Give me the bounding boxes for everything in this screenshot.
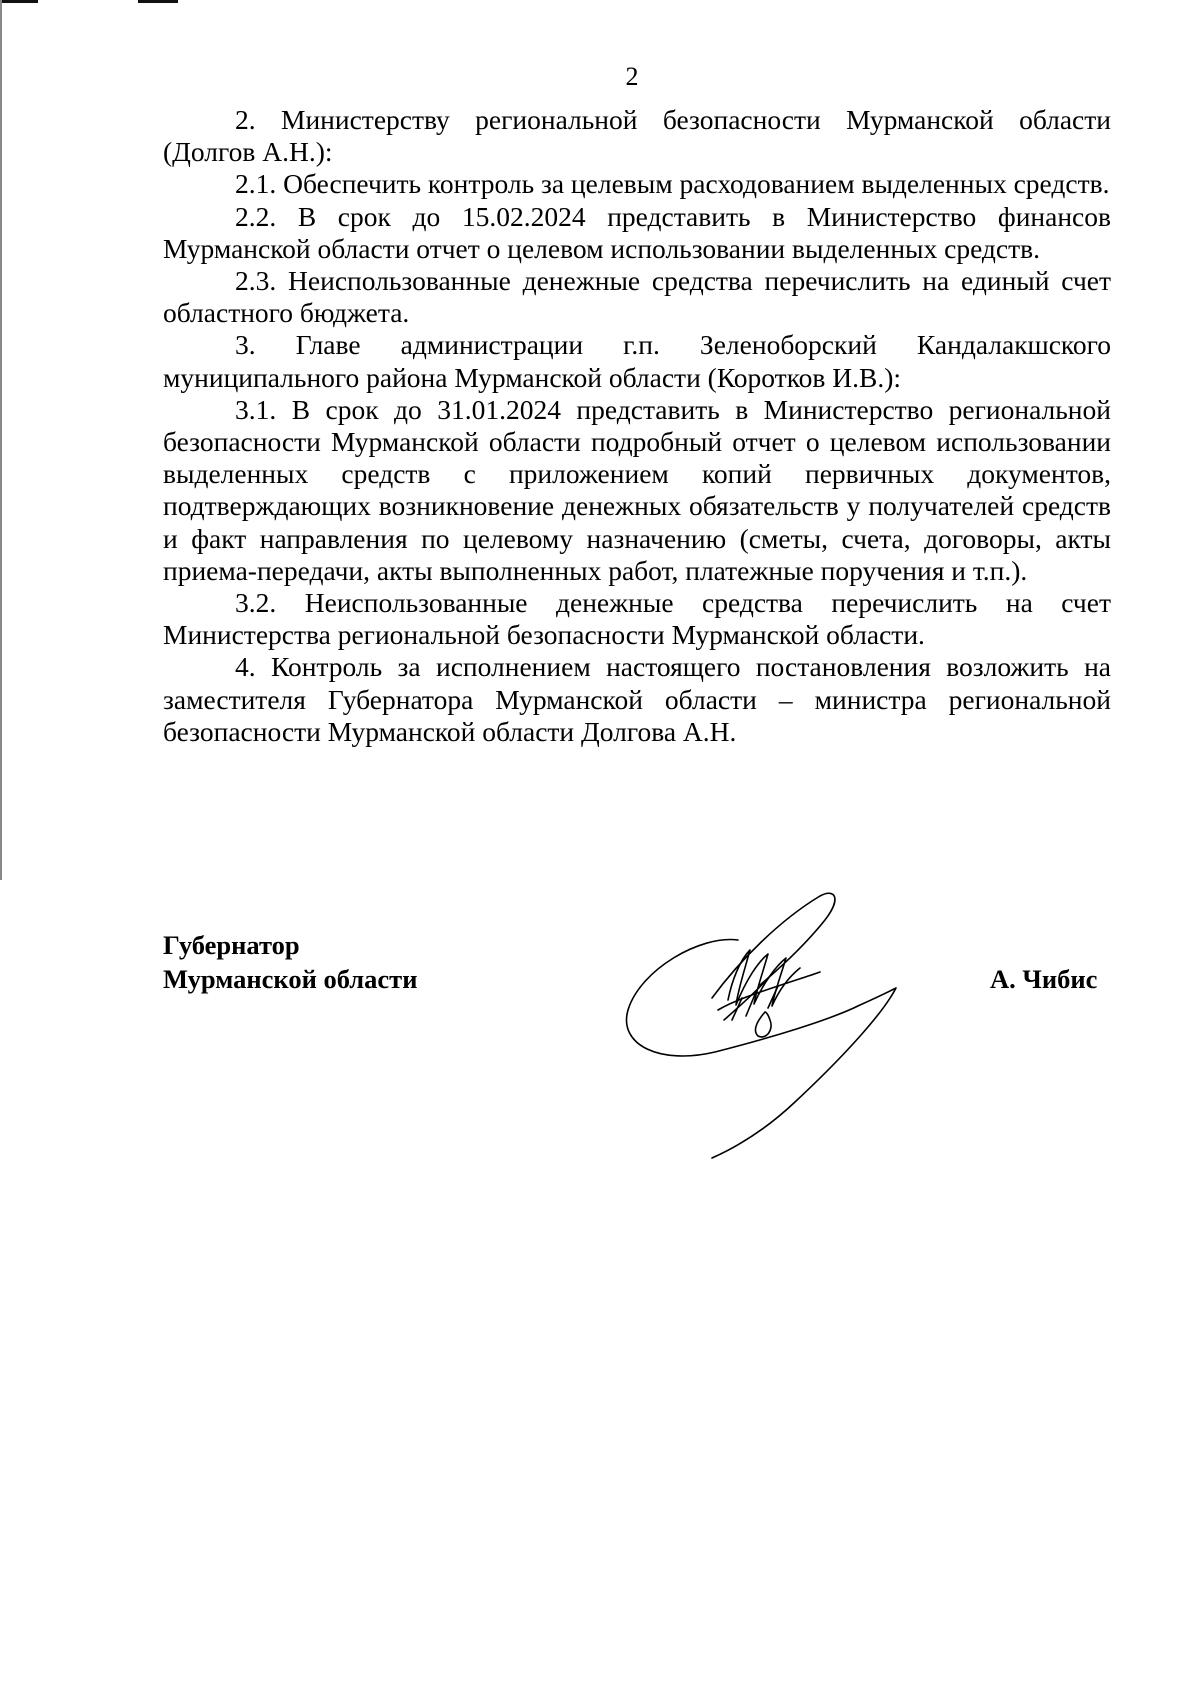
page-number: 2 bbox=[625, 62, 639, 91]
paragraph-3-1: 3.1. В срок до 31.01.2024 представить в Министерство региональной безопасности Мурманской области подробный отчет о целевом использовании выделенных средств с приложением копий первичных документов, подтверждающих возникновение денежных обязательств у получателей средств и факт направления по целевому назначению (сметы, счета, договоры, акты приема-передачи, акты выполненных работ, платежные поручения и т.п.). bbox=[163, 393, 1111, 586]
scan-artifact bbox=[0, 0, 38, 3]
scan-artifact bbox=[0, 0, 2, 880]
paragraph-3-2: 3.2. Неиспользованные денежные средства перечислить на счет Министерства региональной безопасности Мурманской области. bbox=[163, 587, 1111, 651]
paragraph-2: 2. Министерству региональной безопасности Мурманской области (Долгов А.Н.): bbox=[163, 104, 1111, 168]
signatory-name: А. Чибис bbox=[990, 964, 1098, 994]
signatory-title bbox=[163, 928, 417, 996]
paragraph-2-3: 2.3. Неиспользованные денежные средства перечислить на единый счет областного бюджета. bbox=[163, 265, 1111, 329]
paragraph-2-2: 2.2. В срок до 15.02.2024 представить в Министерство финансов Мурманской области отчет о целевом использовании выделенных средств. bbox=[163, 200, 1111, 264]
signatory-title-line1: Губернатор bbox=[163, 930, 300, 960]
document-body bbox=[163, 104, 1111, 748]
paragraph-3: 3. Главе администрации г.п. Зеленоборский Кандалакшского муниципального района Мурманской области (Коротков И.В.): bbox=[163, 329, 1111, 393]
paragraph-4: 4. Контроль за исполнением настоящего постановления возложить на заместителя Губернатора Мурманской области – министра региональной безопасности Мурманской области Долгова А.Н. bbox=[163, 651, 1111, 747]
signatory-title-line2: Мурманской области bbox=[163, 964, 418, 994]
paragraph-2-1: 2.1. Обеспечить контроль за целевым расходованием выделенных средств. bbox=[235, 168, 1110, 200]
handwritten-signature bbox=[620, 880, 950, 1160]
scan-artifact bbox=[138, 0, 178, 3]
